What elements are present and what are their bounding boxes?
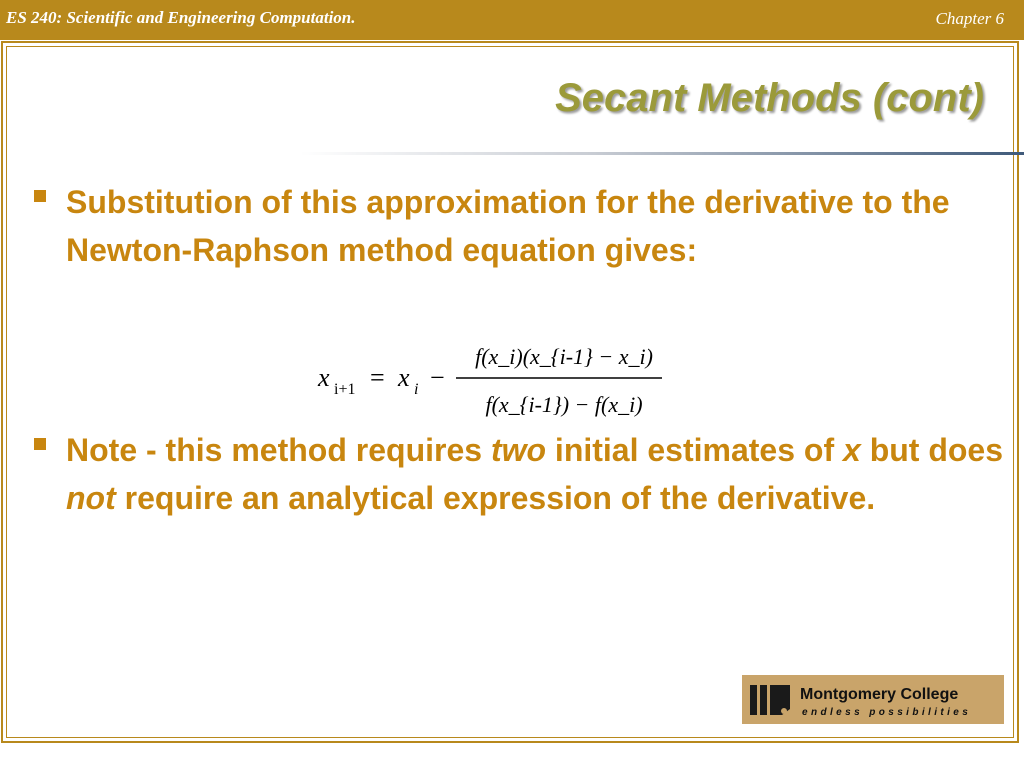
logo-tagline: endless possibilities <box>802 707 972 718</box>
fraction-numerator: f(x_i)(x_{i-1} − x_i) <box>475 344 653 369</box>
bullet-text <box>66 426 1022 522</box>
emphasis-two: two <box>490 432 547 468</box>
square-bullet-icon <box>34 438 46 450</box>
note-part-2: initial estimates of <box>546 432 843 468</box>
montgomery-college-logo <box>742 675 1004 724</box>
bullet-substitution <box>32 178 1022 274</box>
bullet-note <box>32 426 1022 522</box>
slide-title: Secant Methods (cont) <box>555 76 984 120</box>
equals-sign: = <box>370 363 385 392</box>
logo-mark-bar-1 <box>750 685 757 715</box>
title-divider <box>300 152 1024 155</box>
header-bar <box>0 0 1024 40</box>
note-part-4: require an analytical expression of the derivative. <box>115 480 876 516</box>
secant-formula <box>316 334 676 430</box>
rhs-variable: x <box>398 363 410 392</box>
emphasis-x: x <box>843 432 861 468</box>
square-bullet-icon <box>34 190 46 202</box>
lhs-subscript: i+1 <box>334 381 356 398</box>
logo-mark-dot <box>781 708 787 714</box>
minus-sign: − <box>430 363 445 392</box>
logo-mark-bar-2 <box>760 685 767 715</box>
chapter-label: Chapter 6 <box>935 9 1004 28</box>
rhs-subscript: i <box>414 381 419 398</box>
logo-name: Montgomery College <box>800 686 959 703</box>
lhs-variable: x <box>318 363 330 392</box>
course-title: ES 240: Scientific and Engineering Computation. <box>6 8 356 27</box>
note-part-1: Note - this method requires <box>66 432 491 468</box>
note-part-3: but does <box>860 432 1004 468</box>
bullet-text: Substitution of this approximation for the derivative to the Newton-Raphson method equation gives: <box>66 184 950 268</box>
emphasis-not: not <box>66 480 116 516</box>
logo-mark-block <box>770 685 790 715</box>
fraction-denominator: f(x_{i-1}) − f(x_i) <box>485 392 643 417</box>
